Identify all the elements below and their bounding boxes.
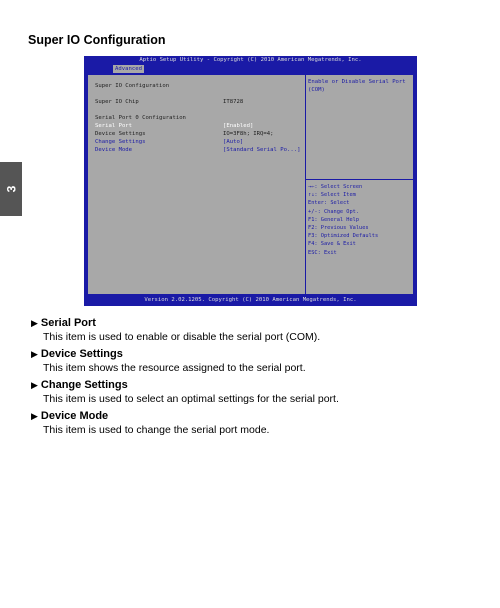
key-f2: F2: Previous Values [308, 225, 369, 232]
desc-text: This item is used to enable or disable the serial port (COM). [43, 331, 321, 343]
key-select-item: ↑↓: Select Item [308, 192, 356, 199]
desc-item [31, 316, 471, 344]
help-pane [305, 75, 415, 180]
key-f4: F4: Save & Exit [308, 241, 356, 248]
desc-heading: Serial Port [40, 317, 96, 329]
device-settings-value: IO=3F8h; IRQ=4; [223, 131, 274, 137]
chapter-number: 3 [4, 185, 18, 193]
desc-heading: Change Settings [40, 379, 128, 391]
key-legend [308, 183, 378, 257]
chapter-tab [0, 162, 22, 216]
desc-text: This item is used to change the serial port mode. [43, 424, 270, 436]
desc-heading: Device Settings [40, 348, 123, 360]
desc-item [31, 409, 471, 437]
help-text: Enable or Disable Serial Port (COM) [308, 79, 406, 93]
super-io-chip-row: Super IO Chip IT8728 [95, 99, 244, 105]
device-mode-row[interactable]: Device Mode [Standard Serial Po...] [95, 147, 301, 153]
desc-item [31, 347, 471, 375]
device-settings-row: Device Settings IO=3F8h; IRQ=4; [95, 131, 274, 137]
device-mode-value: [Standard Serial Po...] [223, 147, 301, 153]
section-title: Super IO Configuration [95, 83, 170, 89]
desc-item [31, 378, 471, 406]
key-f1: F1: General Help [308, 216, 360, 223]
key-change-opt: +/-: Change Opt. [308, 208, 360, 215]
desc-heading: Device Mode [40, 410, 109, 422]
bios-title-bar: Aptio Setup Utility - Copyright (C) 2010 American Megatrends, Inc. [139, 57, 362, 63]
serial-port-value: [Enabled] [223, 123, 254, 129]
bios-panel [87, 74, 414, 295]
key-f3: F3: Optimized Defaults [308, 233, 379, 240]
bios-screenshot [84, 56, 417, 306]
key-legend-pane [305, 180, 415, 296]
key-select-screen: →←: Select Screen [308, 184, 363, 190]
key-enter: Enter: Select [308, 200, 350, 207]
change-settings-row[interactable]: Change Settings [Auto] [95, 139, 244, 145]
tab-advanced[interactable]: Advanced [115, 66, 142, 72]
change-settings-value: [Auto] [223, 139, 244, 145]
description-list [31, 316, 471, 440]
bios-footer: Version 2.02.1205. Copyright (C) 2010 American Megatrends, Inc. [144, 297, 357, 303]
key-esc: ESC: Exit [308, 249, 337, 256]
desc-text: This item is used to select an optimal settings for the serial port. [43, 393, 339, 405]
triangle-bullet-icon: ▶ [31, 318, 38, 328]
page-title: Super IO Configuration [28, 33, 166, 47]
settings-pane [88, 75, 306, 294]
triangle-bullet-icon: ▶ [31, 411, 38, 421]
super-io-chip-value: IT8728 [223, 99, 244, 105]
triangle-bullet-icon: ▶ [31, 380, 38, 390]
serial-port-config-heading: Serial Port 0 Configuration [95, 115, 186, 121]
serial-port-row[interactable]: Serial Port [Enabled] [95, 123, 254, 129]
triangle-bullet-icon: ▶ [31, 349, 38, 359]
desc-text: This item shows the resource assigned to the serial port. [43, 362, 306, 374]
